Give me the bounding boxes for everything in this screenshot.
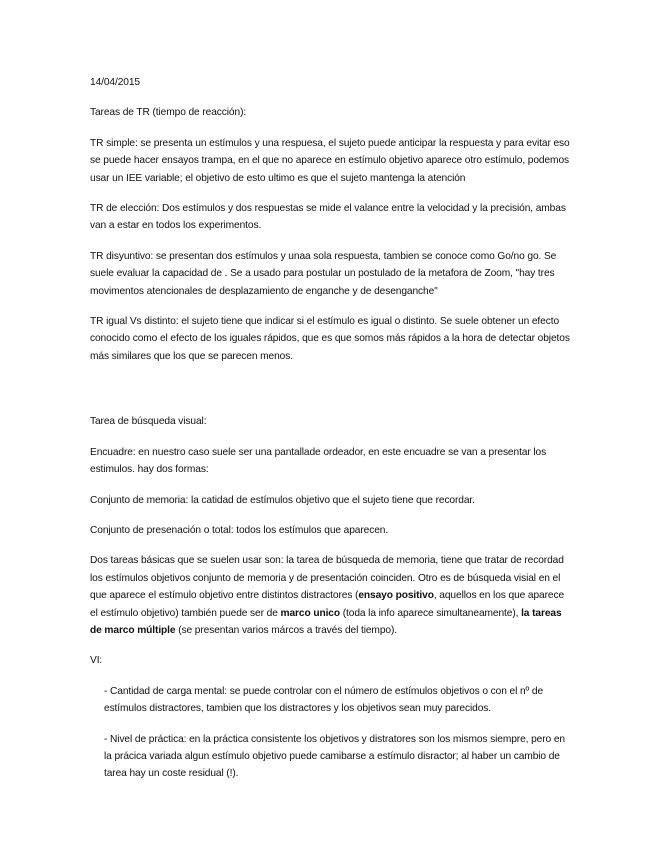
heading-tareas-tr: Tareas de TR (tiempo de reacción):	[90, 107, 247, 119]
dos-tareas-text-3: (toda la info aparece simultaneamente),	[340, 607, 522, 619]
list-item-nivel-practica: - Nivel de práctica: en la práctica consistente los objetivos y distratores son los mismos siempre, pero en la prácica variada algun estímulo objetivo puede camibarse a estímulo disractor; al haber un cambio de tarea hay un coste residual (!).	[104, 733, 565, 780]
bold-marco-multiple: la tareas de marco múltiple	[90, 607, 562, 636]
paragraph-dos-tareas	[90, 552, 570, 639]
bold-marco-unico: marco unico	[280, 607, 340, 619]
heading-busqueda-visual: Tarea de búsqueda visual:	[90, 416, 207, 428]
paragraph-tr-eleccion: TR de elección: Dos estímulos y dos respuestas se mide el valance entre la velocidad y la precisión, ambas van a estar en todos los experimentos.	[90, 203, 566, 232]
document-page	[90, 74, 570, 783]
paragraph-conjunto-presenacion: Conjunto de presenación o total: todos los estímulos que aparecen.	[90, 524, 389, 536]
bold-ensayo-positivo: ensayo positivo	[358, 590, 434, 602]
dos-tareas-text-4: (se presentan varios márcos a través del tiempo).	[175, 624, 397, 636]
paragraph-tr-igual-distinto: TR igual Vs distinto: el sujeto tiene que indicar si el estímulo es igual o distinto. Se suele obtener un efecto conocido como el efecto de los iguales rápidos, que es que somos más rápidos a la hora de detectar objetos más similares que los que se parecen menos.	[90, 316, 570, 362]
list-item-carga-mental: - Cantidad de carga mental: se puede controlar con el número de estímulos objetivos o con el nº de estímulos distractores, tambien que los distractores y los objetivos sean muy parecidos.	[104, 685, 544, 715]
dos-tareas-text-1: Dos tareas básicas que se suelen usar son: la tarea de búsqueda de memoria, tiene que tratar de recordad los estímulos objetivos conjunto de memoria y de presentación coinciden. Otro es de búsqueda visial en el que aparece el estímulo objetivo entre distintos distractores (	[90, 555, 564, 602]
paragraph-conjunto-memoria: Conjunto de memoria: la catidad de estímulos objetivo que el sujeto tiene que recordar.	[90, 494, 475, 506]
paragraph-tr-simple: TR simple: se presenta un estímulos y una respuesa, el sujeto puede anticipar la respuesta y para evitar eso se puede hacer ensayos trampa, en el que no aparece en estímulo objetivo aparece otro estímulo, podemos usar un IEE variable; el objetivo de esto ultimo es que el sujeto mantenga la atención	[90, 137, 570, 184]
heading-vi: VI:	[90, 655, 103, 667]
dos-tareas-text-2: , aquellos en los que aparece el estímulo objetivo) también puede ser de	[90, 590, 565, 619]
paragraph-tr-disyuntivo: TR disyuntivo: se presentan dos estímulos y unaa sola respuesta, tambien se conoce como Go/no go. Se suele evaluar la capacidad de . Se a usado para postular un postulado de la metafora de Zoom, "hay tres movimentos atencionales de desplazamiento de enganche y de desenganche"	[90, 250, 557, 297]
paragraph-encuadre: Encuadre: en nuestro caso suele ser una pantallade ordeador, en este encuadre se van a presentar los estimulos. hay dos formas:	[90, 446, 547, 476]
document-date: 14/04/2015	[90, 77, 140, 88]
